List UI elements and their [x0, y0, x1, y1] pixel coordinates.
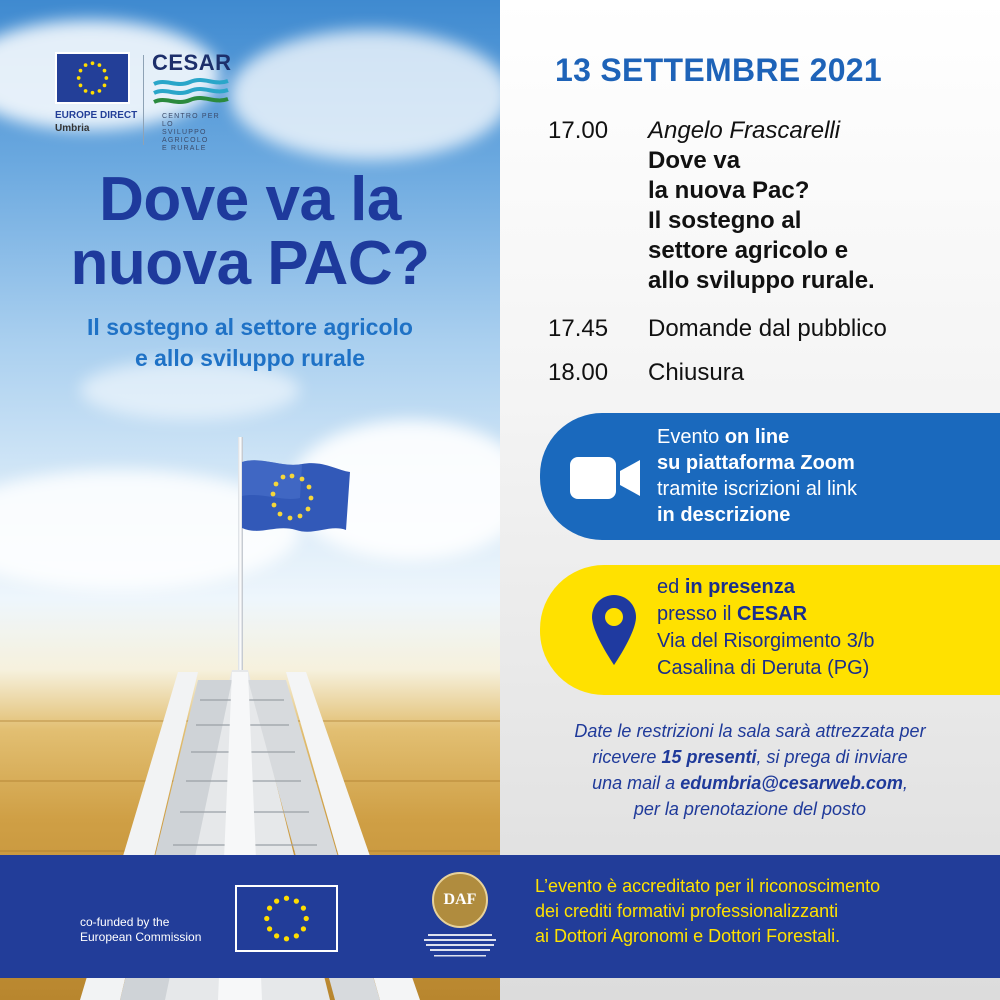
- agenda-talk-title: Dove va la nuova Pac? Il sostegno al settore agricolo e allo sviluppo rurale.: [648, 147, 875, 294]
- accreditation-line: ai Dottori Agronomi e Dottori Forestali.: [535, 926, 841, 946]
- agenda-text: Chiusura: [648, 359, 745, 386]
- cesar-subtitle-line: AGRICOLO: [162, 137, 209, 144]
- europe-direct-label: [55, 109, 137, 135]
- daf-caption-texture: [420, 932, 500, 962]
- note-line: per la prenotazione del posto: [633, 799, 867, 819]
- logo-divider: [143, 55, 144, 145]
- note-text: ,: [902, 773, 908, 793]
- cofunded-label: [80, 915, 201, 945]
- event-info-panel: [500, 0, 1000, 1000]
- agenda-time: 17.45: [548, 315, 609, 342]
- agenda-time: 18.00: [548, 359, 609, 386]
- eu-flag-logo: [235, 885, 338, 952]
- online-event-text: [657, 424, 857, 528]
- agenda-time: 17.00: [548, 117, 609, 144]
- subtitle-line: e allo sviluppo rurale: [134, 345, 366, 371]
- cesar-subtitle: [162, 113, 232, 153]
- note-line: [520, 744, 980, 770]
- agenda-text: Domande dal pubblico: [648, 315, 887, 342]
- contact-email-link[interactable]: edumbria@cesarweb.com: [680, 773, 903, 793]
- agenda-speaker: Angelo Frascarelli: [648, 117, 841, 144]
- zoom-platform: su piattaforma Zoom: [657, 452, 855, 474]
- europe-direct-name: EUROPE DIRECT: [55, 110, 138, 121]
- venue-city: Casalina di Deruta (PG): [657, 657, 870, 679]
- daf-name: DAF: [443, 891, 477, 908]
- accreditation-note: [535, 874, 975, 949]
- online-event-box: [540, 413, 1000, 540]
- subtitle-line: Il sostegno al settore agricolo: [87, 314, 413, 340]
- cesar-subtitle-line: CENTRO PER LO: [162, 113, 220, 128]
- agenda-content: [648, 116, 968, 296]
- note-text: ricevere: [592, 747, 662, 767]
- presence-venue: CESAR: [737, 603, 808, 625]
- note-line: Date le restrizioni la sala sarà attrezzata per: [574, 721, 926, 741]
- accreditation-line: L’evento è accreditato per il riconoscimento: [535, 876, 881, 896]
- capacity-count: 15 presenti: [661, 747, 757, 767]
- daf-seal-icon: [432, 872, 488, 928]
- eu-stars-icon: [237, 887, 336, 950]
- event-date: 13 SETTEMBRE 2021: [555, 52, 883, 88]
- online-line: [657, 424, 857, 450]
- venue-address: Via del Risorgimento 3/b: [657, 630, 875, 652]
- subtitle: [0, 312, 500, 374]
- online-emphasis: on line: [724, 426, 790, 448]
- online-label: Evento: [657, 426, 725, 448]
- note-text: una mail a: [592, 773, 681, 793]
- cofunded-line: co-funded by the: [80, 915, 170, 929]
- main-title: [0, 165, 500, 298]
- presence-line: [657, 574, 875, 601]
- presence-line: [657, 601, 875, 628]
- presence-venue-label: presso il: [657, 603, 738, 625]
- online-line: [657, 502, 857, 528]
- cesar-subtitle-line: SVILUPPO: [162, 129, 207, 136]
- daf-logo: [420, 870, 500, 970]
- cesar-subtitle-line: E RURALE: [162, 145, 207, 152]
- europe-direct-region: Umbria: [55, 123, 90, 134]
- main-title-line: nuova PAC?: [70, 229, 430, 298]
- footer-band: [0, 855, 1000, 978]
- restrictions-note: [520, 718, 980, 822]
- cesar-waves-icon: [152, 76, 232, 106]
- presence-emphasis: in presenza: [684, 576, 795, 598]
- note-text: , si prega di inviare: [756, 747, 908, 767]
- presence-label: ed: [657, 576, 685, 598]
- note-line: [520, 770, 980, 796]
- in-presence-box: [540, 565, 1000, 695]
- in-presence-text: [657, 574, 875, 682]
- cesar-logo: [152, 50, 232, 153]
- online-description-note: in descrizione: [657, 504, 791, 526]
- accreditation-line: dei crediti formativi professionalizzanti: [535, 901, 839, 921]
- online-line: [657, 450, 857, 476]
- main-title-line: Dove va la: [99, 165, 401, 234]
- online-line: tramite iscrizioni al link: [657, 478, 858, 500]
- cesar-name: CESAR: [152, 50, 232, 75]
- video-camera-icon: [570, 457, 642, 499]
- eu-stars-icon: [57, 54, 128, 102]
- location-pin-icon: [592, 595, 636, 665]
- eu-flag-logo: [55, 52, 130, 104]
- cofunded-line: European Commission: [80, 930, 202, 944]
